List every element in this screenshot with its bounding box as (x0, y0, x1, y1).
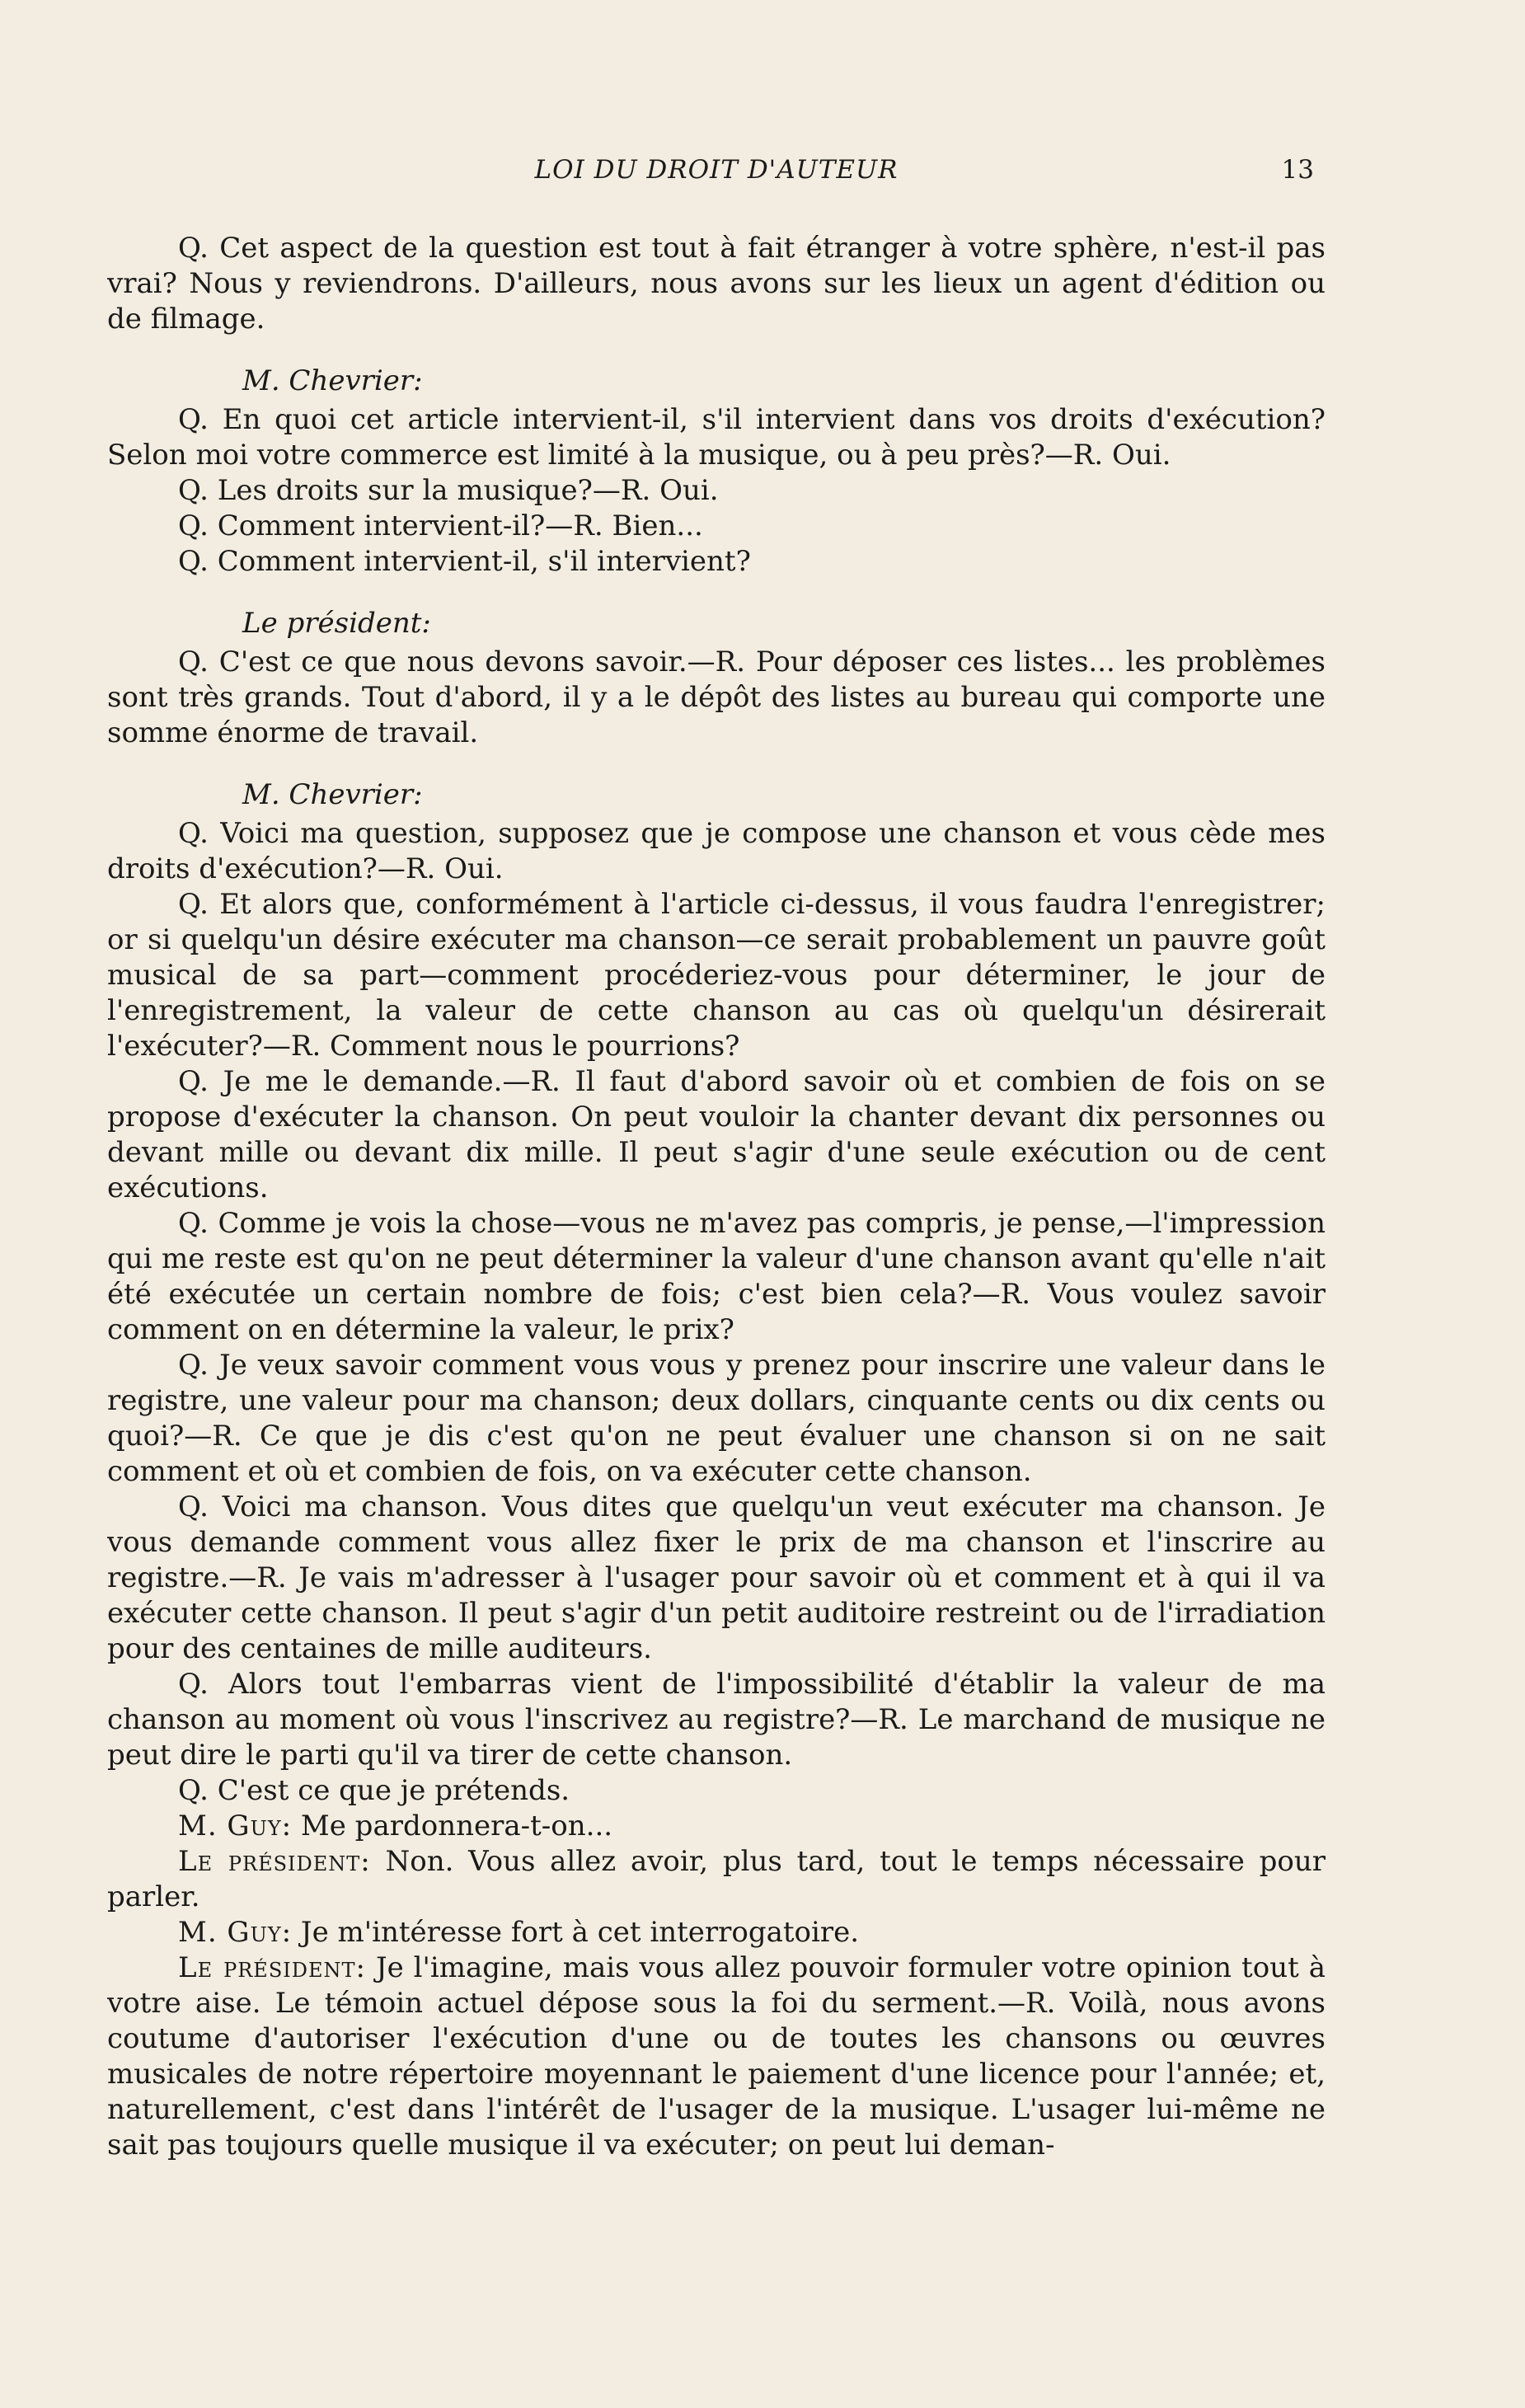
text-body (107, 231, 1326, 2163)
paragraph: Q. C'est ce que nous devons savoir.—R. Pour déposer ces listes... les problèmes sont très grands. Tout d'abord, il y a le dépôt des listes au bureau qui comporte une somme énorme de travail. (107, 645, 1326, 749)
page-number: 13 (1281, 155, 1314, 185)
speech-text: Non. Vous allez avoir, plus tard, tout le temps nécessaire pour parler. (107, 1845, 1326, 1913)
paragraph: Q. Cet aspect de la question est tout à fait étranger à votre sphère, n'est-il pas vrai? Nous y reviendrons. D'ailleurs, nous avons sur les lieux un agent d'édition ou de filmage. (107, 232, 1326, 336)
paragraph (107, 1950, 1326, 2163)
speaker-name: Le président: (178, 1845, 371, 1878)
paragraph (107, 1915, 1326, 1950)
speech-text: Je l'imagine, mais vous allez pouvoir formuler votre opinion tout à votre aise. Le témoin actuel dépose sous la foi du serment.—R. Voilà, nous avons coutume d'autoriser l'exécution d'une ou de toutes les chansons ou œuvres musicales de notre répertoire moyennant le paiement d'une licence pour l'année; et, naturellement, c'est dans l'intérêt de l'usager de la musique. L'usager lui-même ne sait pas toujours quelle musique il va exécuter; on peut lui deman- (107, 1951, 1326, 2162)
speaker-heading: M. Chevrier: (242, 778, 423, 811)
paragraph: Q. C'est ce que je prétends. (178, 1774, 570, 1807)
speaker-name: M. Guy: (178, 1916, 293, 1949)
paragraph (107, 1809, 1326, 1844)
paragraph (107, 1844, 1326, 1915)
paragraph: Q. Je me le demande.—R. Il faut d'abord savoir où et combien de fois on se propose d'exécuter la chanson. On peut vouloir la chanter devant dix personnes ou devant mille ou devant dix mille. Il peut s'agir d'une seule exécution ou de cent exécutions. (107, 1065, 1326, 1204)
speaker-name: M. Guy: (178, 1810, 293, 1842)
paragraph: Q. Les droits sur la musique?—R. Oui. (178, 474, 719, 507)
paragraph: Q. Voici ma chanson. Vous dites que quelqu'un veut exécuter ma chanson. Je vous demande comment vous allez fixer le prix de ma chanson et l'inscrire au registre.—R. Je vais m'adresser à l'usager pour savoir où et comment et à qui il va exécuter cette chanson. Il peut s'agir d'un petit auditoire restreint ou de l'irradiation pour des centaines de mille auditeurs. (107, 1490, 1326, 1665)
paragraph: Q. Voici ma question, supposez que je compose une chanson et vous cède mes droits d'exécution?—R. Oui. (107, 817, 1326, 885)
running-header (107, 155, 1326, 198)
paragraph: Q. Je veux savoir comment vous vous y prenez pour inscrire une valeur dans le registre, une valeur pour ma chanson; deux dollars, cinquante cents ou dix cents ou quoi?—R. Ce que je dis c'est qu'on ne peut évaluer une chanson si on ne sait comment et où et combien de fois, on va exécuter cette chanson. (107, 1349, 1326, 1488)
speech-text: Je m'intéresse fort à cet interrogatoire. (292, 1916, 860, 1949)
paragraph: Q. Comment intervient-il, s'il intervient? (178, 545, 751, 578)
speaker-heading: Le président: (242, 607, 431, 640)
paragraph: Q. Alors tout l'embarras vient de l'impossibilité d'établir la valeur de ma chanson au moment où vous l'inscrivez au registre?—R. Le marchand de musique ne peut dire le parti qu'il va tirer de cette chanson. (107, 1668, 1326, 1772)
paragraph: Q. Et alors que, conformément à l'article ci-dessus, il vous faudra l'enregistrer; or si quelqu'un désire exécuter ma chanson—ce serait probablement un pauvre goût musical de sa part—comment procéderiez-vous pour déterminer, le jour de l'enregistrement, la valeur de cette chanson au cas où quelqu'un désirerait l'exécuter?—R. Comment nous le pourrions? (107, 888, 1326, 1063)
document-page (107, 155, 1326, 2381)
speech-text: Me pardonnera-t-on... (292, 1810, 613, 1842)
running-title: LOI DU DROIT D'AUTEUR (534, 155, 899, 185)
speaker-name: Le président: (178, 1951, 366, 1984)
speaker-heading: M. Chevrier: (242, 364, 423, 397)
paragraph: Q. En quoi cet article intervient-il, s'il intervient dans vos droits d'exécution? Selon moi votre commerce est limité à la musique, ou à peu près?—R. Oui. (107, 403, 1326, 472)
paragraph: Q. Comme je vois la chose—vous ne m'avez pas compris, je pense,—l'impression qui me reste est qu'on ne peut déterminer la valeur d'une chanson avant qu'elle n'ait été exécutée un certain nombre de fois; c'est bien cela?—R. Vous voulez savoir comment on en détermine la valeur, le prix? (107, 1207, 1326, 1346)
paragraph: Q. Comment intervient-il?—R. Bien... (178, 509, 703, 542)
